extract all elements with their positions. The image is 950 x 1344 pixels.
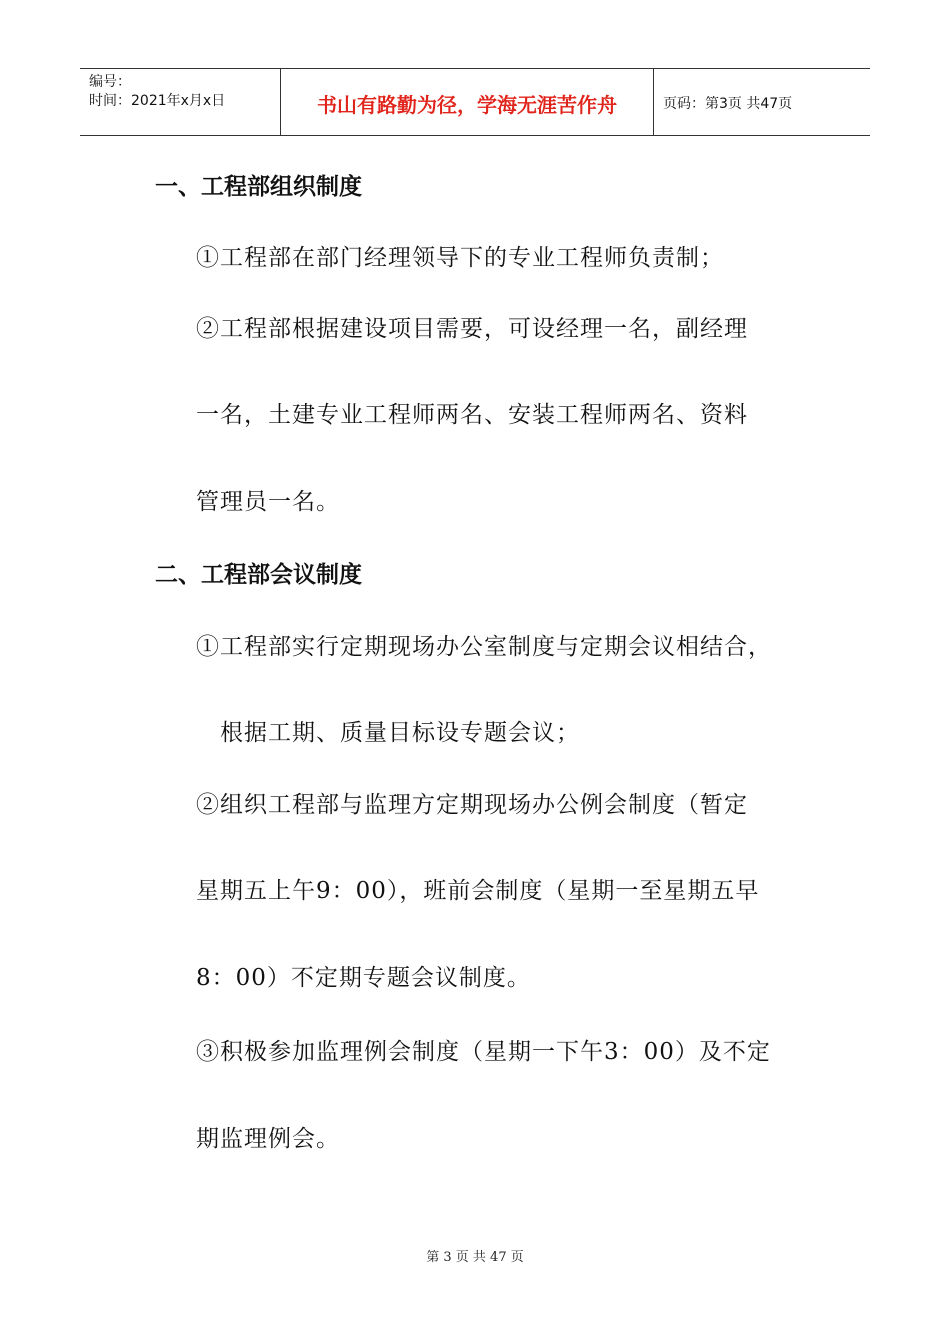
paragraph-line: ①工程部在部门经理领导下的专业工程师负责制； — [196, 245, 724, 271]
paragraph-line: 一名，土建专业工程师两名、安装工程师两名、资料 — [196, 402, 748, 428]
paragraph-line: 8：00）不定期专题会议制度。 — [196, 965, 531, 991]
paragraph-line: 期监理例会。 — [196, 1126, 340, 1152]
paragraph-line: ③积极参加监理例会制度（星期一下午3：00）及不定 — [196, 1039, 771, 1065]
document-date: 时间：2021年x月x日 — [89, 93, 226, 109]
page-footer: 第 3 页 共 47 页 — [426, 1250, 524, 1265]
paragraph-line: 管理员一名。 — [196, 489, 340, 515]
page-header — [80, 68, 870, 136]
paragraph-line: 星期五上午9：00），班前会制度（星期一至星期五早 — [196, 878, 760, 904]
header-meta — [80, 69, 281, 135]
paragraph-line: ②组织工程部与监理方定期现场办公例会制度（暂定 — [196, 792, 748, 818]
header-page-info: 页码：第3页 共47页 — [663, 96, 793, 112]
section-heading-organization: 一、工程部组织制度 — [155, 174, 362, 200]
header-motto: 书山有路勤为径，学海无涯苦作舟 — [281, 69, 654, 135]
paragraph-line: 根据工期、质量目标设专题会议； — [220, 720, 580, 746]
section-heading-meetings: 二、工程部会议制度 — [155, 562, 362, 588]
paragraph-line: ②工程部根据建设项目需要，可设经理一名，副经理 — [196, 316, 748, 342]
paragraph-line: ①工程部实行定期现场办公室制度与定期会议相结合， — [196, 634, 772, 660]
document-number-label: 编号： — [89, 74, 131, 90]
